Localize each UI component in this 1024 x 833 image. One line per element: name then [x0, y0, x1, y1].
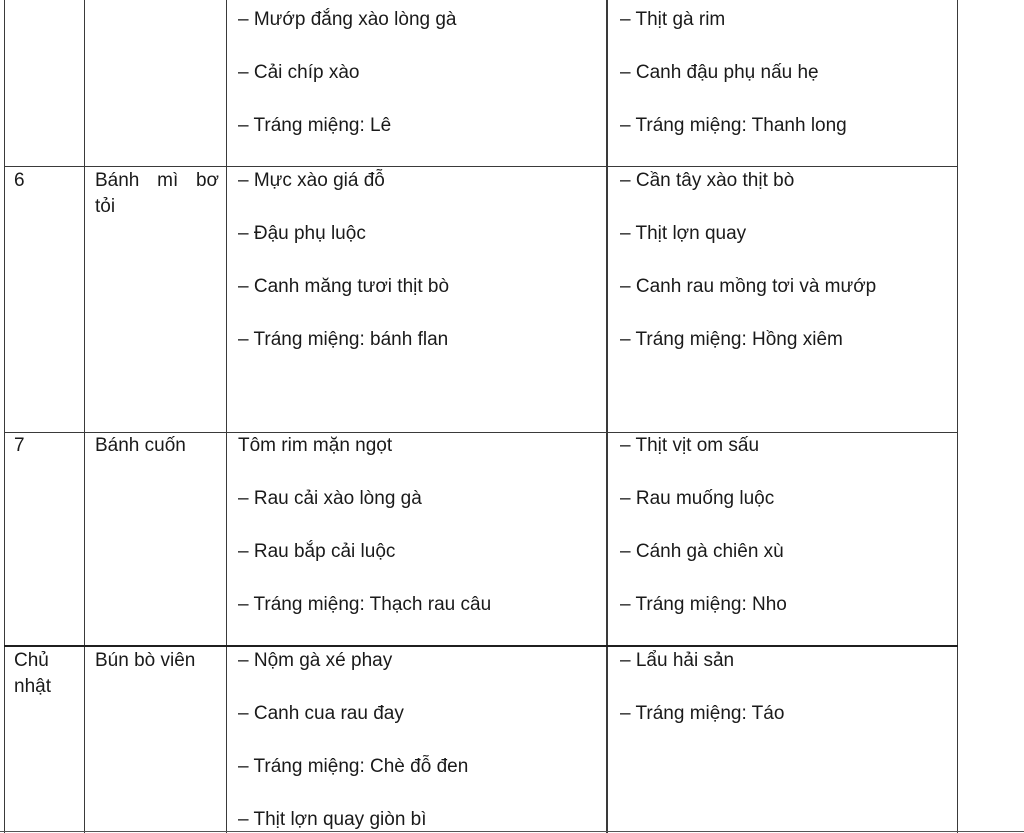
- dinner-dish: – Tráng miệng: Nho: [620, 594, 787, 615]
- lunch-dish: – Canh cua rau đay: [238, 703, 404, 724]
- dinner-dish: – Thịt lợn quay: [620, 223, 747, 244]
- table-row: [238, 7, 457, 166]
- lunch-dish: – Cải chíp xào: [238, 62, 360, 83]
- dinner-dish: – Tráng miệng: Thanh long: [620, 115, 847, 136]
- lunch-dish: – Tráng miệng: Lê: [238, 115, 392, 136]
- lunch-dish: – Tráng miệng: Thạch rau câu: [238, 594, 492, 615]
- dinner-dish: – Canh rau mồng tơi và mướp: [620, 276, 877, 297]
- dinner-dish: – Cần tây xào thịt bò: [620, 170, 795, 191]
- lunch-dish: – Tráng miệng: Chè đỗ đen: [238, 756, 469, 777]
- lunch-dish: – Mực xào giá đỗ: [238, 170, 385, 191]
- breakfast-cell: Bún bò viên: [95, 650, 196, 671]
- dinner-cell: [620, 168, 876, 380]
- dinner-dish: – Thịt gà rim: [620, 9, 726, 30]
- table-column-divider: [84, 0, 85, 833]
- dinner-cell: [620, 433, 787, 645]
- lunch-cell: [238, 648, 468, 833]
- lunch-dish: – Đậu phụ luộc: [238, 223, 366, 244]
- table-row-divider: [4, 166, 958, 167]
- lunch-dish: – Rau cải xào lòng gà: [238, 488, 422, 509]
- table-column-divider: [606, 0, 608, 833]
- dinner-dish: – Tráng miệng: Táo: [620, 703, 785, 724]
- breakfast-cell: Bánh cuốn: [95, 435, 186, 456]
- lunch-dish: – Nộm gà xé phay: [238, 650, 393, 671]
- day-cell: 6: [14, 170, 25, 191]
- table-border-right: [957, 0, 958, 833]
- lunch-dish: – Mướp đắng xào lòng gà: [238, 9, 457, 30]
- lunch-cell: [238, 168, 449, 380]
- table-row-divider: [4, 645, 958, 647]
- dinner-dish: – Tráng miệng: Hồng xiêm: [620, 329, 843, 350]
- lunch-cell: [238, 433, 491, 645]
- lunch-dish: Tôm rim mặn ngọt: [238, 435, 393, 456]
- dinner-cell: [620, 648, 784, 754]
- dinner-dish: – Thịt vịt om sấu: [620, 435, 760, 456]
- table-row: [620, 7, 847, 166]
- lunch-dish: – Rau bắp cải luộc: [238, 541, 396, 562]
- dinner-dish: – Rau muống luộc: [620, 488, 775, 509]
- day-cell: 7: [14, 435, 25, 456]
- lunch-dish: – Thịt lợn quay giòn bì: [238, 809, 427, 830]
- lunch-dish: – Canh măng tươi thịt bò: [238, 276, 450, 297]
- dinner-dish: – Lẩu hải sản: [620, 650, 735, 671]
- day-cell: Chủ nhật: [14, 650, 51, 697]
- breakfast-cell: Bánh mì bơ tỏi: [95, 170, 219, 217]
- table-border-left: [4, 0, 5, 833]
- dinner-dish: – Cánh gà chiên xù: [620, 541, 784, 562]
- table-column-divider: [226, 0, 227, 833]
- lunch-dish: – Tráng miệng: bánh flan: [238, 329, 449, 350]
- table-border-bottom: [0, 831, 1024, 832]
- dinner-dish: – Canh đậu phụ nấu hẹ: [620, 62, 819, 83]
